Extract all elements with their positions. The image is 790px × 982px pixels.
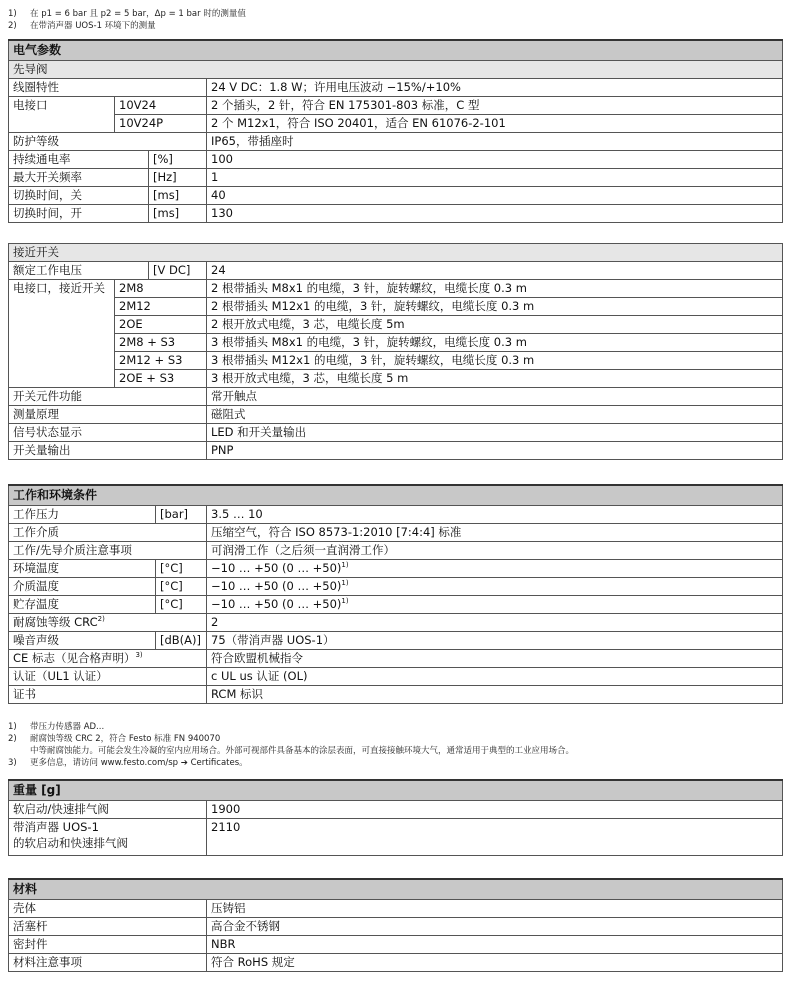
section-title: 材料 (9, 879, 783, 900)
row-label: 密封件 (9, 936, 207, 954)
row-label: 证书 (9, 686, 207, 704)
row-label-cell (9, 614, 207, 632)
row-value: PNP (207, 442, 783, 460)
row-value: 高合金不锈钢 (207, 918, 783, 936)
variant-label: 10V24P (115, 115, 207, 133)
section-title: 工作和环境条件 (9, 485, 783, 506)
row-label: 电接口 (9, 97, 115, 133)
row-label: 噪音声级 (9, 632, 156, 650)
row-unit: [bar] (156, 506, 207, 524)
row-value: IP65，带插座时 (207, 133, 783, 151)
row-label: 壳体 (9, 900, 207, 918)
row-value: 压缩空气，符合 ISO 8573-1:2010 [7:4:4] 标准 (207, 524, 783, 542)
table-row (9, 262, 783, 280)
row-label: 额定工作电压 (9, 262, 149, 280)
row-value: 75（带消声器 UOS-1） (207, 632, 783, 650)
footnote-ref: 1) (341, 579, 349, 588)
row-label: 贮存温度 (9, 596, 156, 614)
table-row (9, 406, 783, 424)
table-row (9, 205, 783, 223)
row-label: 软启动/快速排气阀 (9, 801, 207, 819)
table-row (9, 187, 783, 205)
table-row (9, 316, 783, 334)
table-row (9, 578, 783, 596)
row-value: 符合欧盟机械指令 (207, 650, 783, 668)
row-value: −10 … +50 (0 … +50) (211, 561, 342, 575)
electrical-parameters-table (8, 39, 783, 460)
table-row (9, 954, 783, 972)
row-label: 线圈特性 (9, 79, 207, 97)
row-label: 工作介质 (9, 524, 207, 542)
table-row (9, 542, 783, 560)
row-value: 1900 (207, 801, 783, 819)
row-unit: [V DC] (149, 262, 207, 280)
row-value: 130 (207, 205, 783, 223)
row-value: 2 个插头，2 针，符合 EN 175301-803 标准，C 型 (207, 97, 783, 115)
footnote-text: 在带消声器 UOS-1 环境下的测量 (30, 21, 156, 31)
row-unit: [°C] (156, 578, 207, 596)
row-label: 持续通电率 (9, 151, 149, 169)
row-value: 2110 (207, 819, 783, 856)
table-row (9, 900, 783, 918)
spacer-row (9, 223, 783, 244)
operating-conditions-table (8, 484, 783, 704)
top-footnotes (8, 8, 782, 32)
row-unit: [Hz] (149, 169, 207, 187)
middle-footnotes (8, 721, 782, 769)
footnote-text: 在 p1 = 6 bar 且 p2 = 5 bar，Δp = 1 bar 时的测量值 (30, 9, 246, 19)
row-value: −10 … +50 (0 … +50) (211, 597, 342, 611)
row-value: 磁阻式 (207, 406, 783, 424)
row-value: 2 (207, 614, 783, 632)
table-row (9, 133, 783, 151)
footnote (8, 721, 782, 733)
footnote-number: 2) (8, 21, 17, 31)
row-label: 活塞杆 (9, 918, 207, 936)
row-label: 工作/先导介质注意事项 (9, 542, 207, 560)
subsection-title: 接近开关 (9, 244, 783, 262)
footnote-text: 耐腐蚀等级 CRC 2，符合 Festo 标准 FN 940070 (30, 734, 221, 744)
table-row (9, 370, 783, 388)
footnote-text: 带压力传感器 AD... (30, 722, 105, 732)
table-row (9, 686, 783, 704)
row-label: 防护等级 (9, 133, 207, 151)
row-value: 3.5 … 10 (207, 506, 783, 524)
footnote-ref: 2) (97, 615, 105, 624)
footnote-number: 1) (8, 9, 17, 19)
row-label: 开关量输出 (9, 442, 207, 460)
table-row (9, 424, 783, 442)
row-label: 环境温度 (9, 560, 156, 578)
row-label-line: 的软启动和快速排气阀 (13, 836, 128, 850)
table-row (9, 151, 783, 169)
row-value: −10 … +50 (0 … +50) (211, 579, 342, 593)
row-value: 3 根开放式电缆，3 芯，电缆长度 5 m (207, 370, 783, 388)
footnote-number (8, 745, 30, 757)
table-row (9, 650, 783, 668)
row-unit: [ms] (149, 205, 207, 223)
row-value: 40 (207, 187, 783, 205)
row-label: 切换时间，开 (9, 205, 149, 223)
table-row (9, 614, 783, 632)
variant-label: 2M12 (115, 298, 207, 316)
variant-label: 2OE (115, 316, 207, 334)
footnote-ref: 1) (341, 597, 349, 606)
row-value: 3 根带插头 M8x1 的电缆，3 针，旋转螺纹，电缆长度 0.3 m (207, 334, 783, 352)
table-row (9, 97, 783, 115)
row-value: 常开触点 (207, 388, 783, 406)
subsection-title: 先导阀 (9, 61, 783, 79)
footnote-number: 1) (8, 722, 17, 732)
variant-label: 10V24 (115, 97, 207, 115)
table-row (9, 388, 783, 406)
row-label: 材料注意事项 (9, 954, 207, 972)
row-value: 2 个 M12x1，符合 ISO 20401，适合 EN 61076-2-101 (207, 115, 783, 133)
row-label-cell (9, 819, 207, 856)
table-row (9, 668, 783, 686)
variant-label: 2M8 (115, 280, 207, 298)
row-value: 2 根开放式电缆，3 芯，电缆长度 5m (207, 316, 783, 334)
table-row (9, 442, 783, 460)
row-label: 测量原理 (9, 406, 207, 424)
table-row (9, 280, 783, 298)
footnote-text: 更多信息，请访问 www.festo.com/sp ➔ Certificates。 (30, 758, 248, 768)
row-value: RCM 标识 (207, 686, 783, 704)
row-value: 2 根带插头 M8x1 的电缆，3 针，旋转螺纹，电缆长度 0.3 m (207, 280, 783, 298)
row-label: 认证（UL1 认证） (9, 668, 207, 686)
row-value: 压铸铝 (207, 900, 783, 918)
row-value: 符合 RoHS 规定 (207, 954, 783, 972)
table-row (9, 352, 783, 370)
row-value: c UL us 认证 (OL) (207, 668, 783, 686)
footnote-ref: 1) (341, 561, 349, 570)
variant-label: 2M12 + S3 (115, 352, 207, 370)
footnote (8, 745, 782, 757)
row-value: 1 (207, 169, 783, 187)
row-label: 信号状态显示 (9, 424, 207, 442)
footnote-text: 中等耐腐蚀能力。可能会发生冷凝的室内应用场合。外部可视部件具备基本的涂层表面，可直接接触环境大气，通常适用于典型的工业应用场合。 (30, 746, 575, 756)
footnote-ref: 3) (135, 651, 143, 660)
table-row (9, 632, 783, 650)
row-label: 开关元件功能 (9, 388, 207, 406)
row-value: 可润滑工作（之后须一直润滑工作） (207, 542, 783, 560)
weight-table (8, 779, 783, 856)
row-value: 24 V DC：1.8 W；许用电压波动 −15%/+10% (207, 79, 783, 97)
row-unit: [ms] (149, 187, 207, 205)
table-row (9, 936, 783, 954)
row-label: 耐腐蚀等级 CRC (13, 615, 98, 629)
section-title: 电气参数 (9, 40, 783, 61)
table-row (9, 298, 783, 316)
row-label-cell (9, 650, 207, 668)
row-value: 100 (207, 151, 783, 169)
row-value: 2 根带插头 M12x1 的电缆，3 针，旋转螺纹，电缆长度 0.3 m (207, 298, 783, 316)
row-value-cell (207, 596, 783, 614)
row-label: 切换时间，关 (9, 187, 149, 205)
row-value: 24 (207, 262, 783, 280)
row-label: CE 标志（见合格声明） (13, 651, 136, 665)
footnote (8, 733, 782, 745)
table-row (9, 79, 783, 97)
variant-label: 2M8 + S3 (115, 334, 207, 352)
row-value-cell (207, 560, 783, 578)
row-value-cell (207, 578, 783, 596)
table-row (9, 819, 783, 856)
table-row (9, 560, 783, 578)
footnote-number: 3) (8, 758, 17, 768)
row-value: 3 根带插头 M12x1 的电缆，3 针，旋转螺纹，电缆长度 0.3 m (207, 352, 783, 370)
row-label: 工作压力 (9, 506, 156, 524)
materials-table (8, 878, 783, 972)
section-title: 重量 [g] (9, 780, 783, 801)
footnote (8, 20, 782, 32)
table-row (9, 169, 783, 187)
row-unit: [°C] (156, 560, 207, 578)
row-label-line: 带消声器 UOS-1 (13, 820, 99, 834)
row-value: NBR (207, 936, 783, 954)
row-unit: [%] (149, 151, 207, 169)
row-label: 最大开关频率 (9, 169, 149, 187)
table-row (9, 918, 783, 936)
footnote (8, 8, 782, 20)
table-row (9, 524, 783, 542)
table-row (9, 506, 783, 524)
table-row (9, 115, 783, 133)
row-value: LED 和开关量输出 (207, 424, 783, 442)
table-row (9, 596, 783, 614)
row-unit: [dB(A)] (156, 632, 207, 650)
row-label: 介质温度 (9, 578, 156, 596)
footnote (8, 757, 782, 769)
footnote-number: 2) (8, 734, 17, 744)
row-label: 电接口，接近开关 (9, 280, 115, 388)
row-unit: [°C] (156, 596, 207, 614)
table-row (9, 334, 783, 352)
variant-label: 2OE + S3 (115, 370, 207, 388)
table-row (9, 801, 783, 819)
